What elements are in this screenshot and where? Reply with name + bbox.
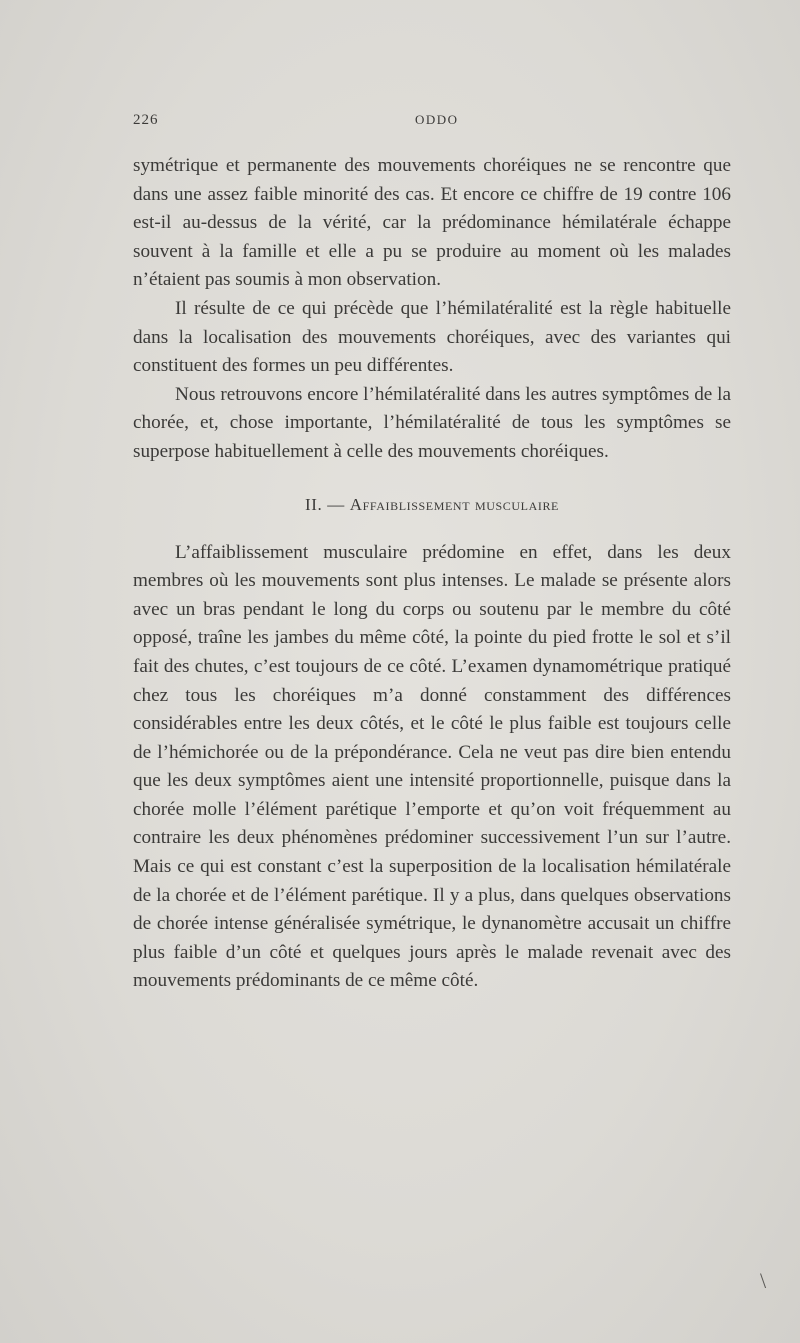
body-text	[133, 152, 731, 996]
section-number: II.	[305, 494, 323, 514]
running-head: ODDO	[415, 112, 459, 127]
section-heading	[133, 491, 731, 519]
page-header	[133, 112, 733, 136]
paragraph-hemilaterality-rule: Il résulte de ce qui précède que l’hémilatéralité est la règle habituelle dans la localisation des mouvements choréiques, avec des variantes qui constituent des formes un peu différentes.	[133, 297, 731, 377]
section-title: Affaiblissement musculaire	[349, 494, 559, 514]
section-dash: —	[327, 494, 345, 514]
paragraph-continued: symétrique et permanente des mouvements choréiques ne se rencontre que dans une assez faible minorité des cas. Et encore ce chiffre de 19 contre 106 est-il au-dessus de la vérité, car la prédominance hémilatérale échappe souvent à la famille et elle a pu se produire au moment où les malades n’étaient pas soumis à mon observation.	[133, 155, 731, 291]
paragraph-other-symptoms: Nous retrouvons encore l’hémilatéralité dans les autres symptômes de la chorée, et, chose importante, l’hémilatéralité de tous les symptômes se superpose habituellement à celle des mouvements choréiques.	[133, 383, 731, 462]
paragraph-muscular-weakness: L’affaiblissement musculaire prédomine en effet, dans les deux membres où les mouvements sont plus intenses. Le malade se présente alors avec un bras pendant le long du corps ou soutenu par le membre du côté opposé, traîne les jambes du même côté, la pointe du pied frotte le sol et s’il fait des chutes, c’est toujours de ce côté. L’examen dynamométrique pratiqué chez tous les choréiques m’a donné constamment des différences considérables entre les deux côtés, et le côté le plus faible est toujours celle de l’hémichorée ou de la prépondérance. Cela ne veut pas dire bien entendu que les deux symptômes aient une intensité proportionnelle, puisque dans la chorée molle l’élément parétique l’emporte et qu’on voit fréquemment au contraire les deux phénomènes prédominer successivement l’un sur l’autre. Mais ce qui est constant c’est la superposition de la localisation hémilatérale de la chorée et de l’élément parétique. Il y a plus, dans quelques observations de chorée intense généralisée symétrique, le dynanomètre accusait un chiffre plus faible d’un côté et quelques jours après le malade revenait avec des mouvements prédominants de ce même côté.	[133, 541, 731, 992]
margin-mark: \	[760, 1268, 767, 1293]
page-number: 226	[133, 112, 159, 128]
